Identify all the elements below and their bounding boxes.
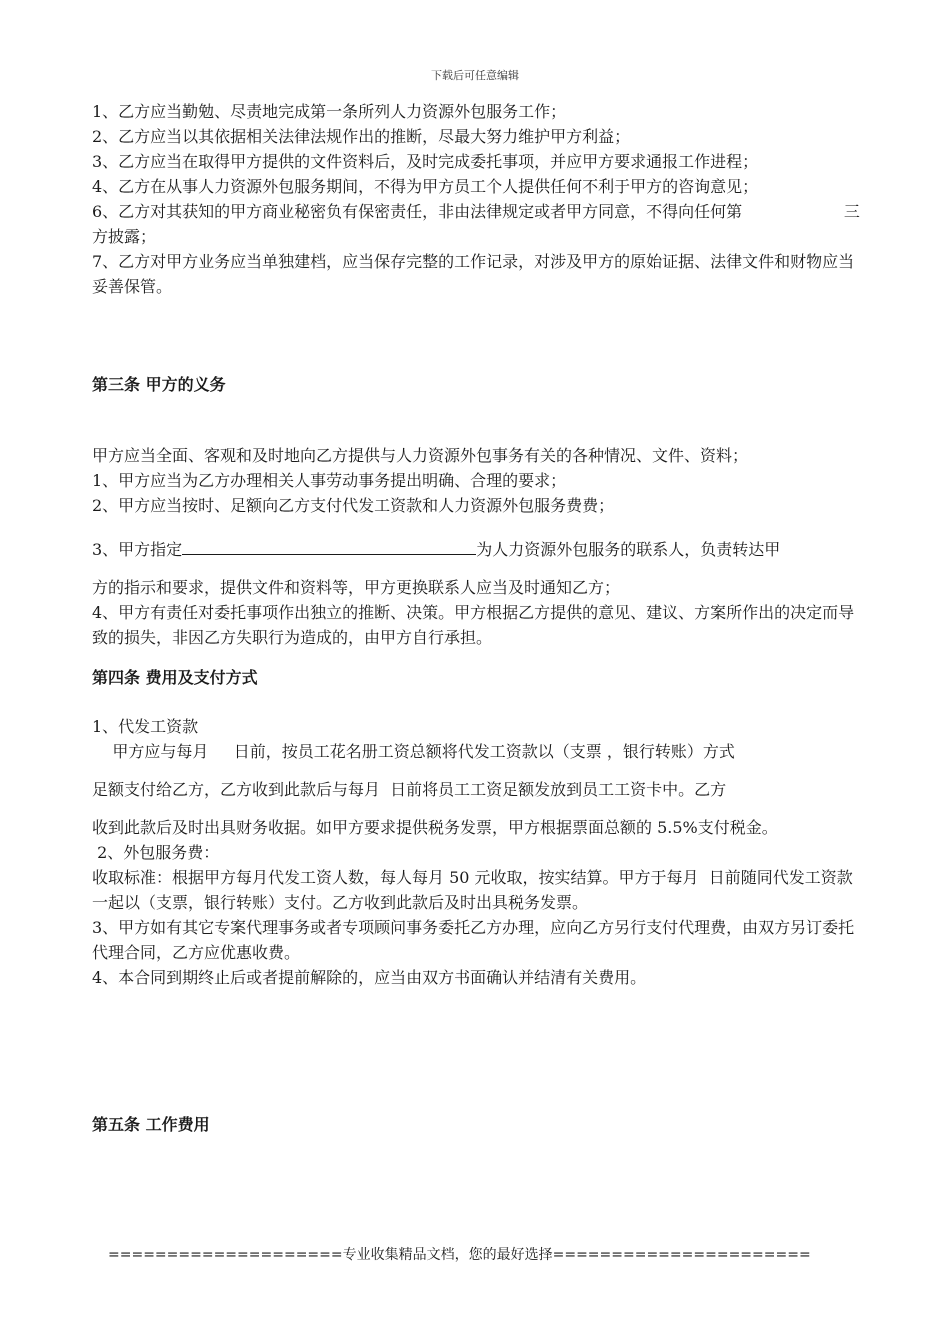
list-item: 3、甲方如有其它专案代理事务或者专项顾问事务委托乙方办理，应向乙方另行支付代理费，由双方另订委托代理合同，乙方应优惠收费。 (92, 918, 855, 962)
subheading: 1、代发工资款 (92, 717, 199, 736)
section3-title: 第三条 甲方的义务 (92, 375, 226, 394)
list-item: 7、乙方对甲方业务应当单独建档，应当保存完整的工作记录，对涉及甲方的原始证据、法律文件和财物应当妥善保管。 (92, 252, 855, 296)
contact-blank-field (182, 536, 476, 555)
contact-suffix: 为人力资源外包服务的联系人，负责转达甲 (476, 540, 781, 559)
section2-items (92, 99, 868, 299)
list-item: 4、甲方有责任对委托事项作出独立的推断、决策。甲方根据乙方提供的意见、建议、方案所作出的决定而导致的损失，非因乙方失职行为造成的，由甲方自行承担。 (92, 603, 855, 647)
page-footer: ====================专业收集精品文档，您的最好选择====================== (108, 1247, 811, 1263)
list-item: 4、乙方在从事人力资源外包服务期间，不得为甲方员工个人提供任何不利于甲方的咨询意见； (92, 177, 759, 196)
list-item: 2、甲方应当按时、足额向乙方支付代发工资款和人力资源外包服务费费； (92, 496, 615, 515)
paragraph: 收取标准：根据甲方每月代发工资人数，每人每月 50 元收取，按实结算。甲方于每月 日前随同代发工资款一起以（支票，银行转账）支付。乙方收到此款后及时出具税务发票。 (92, 868, 853, 912)
list-item: 方的指示和要求，提供文件和资料等，甲方更换联系人应当及时通知乙方； (92, 578, 621, 597)
section4-title: 第四条 费用及支付方式 (92, 668, 258, 687)
list-item: 6、乙方对其获知的甲方商业秘密负有保密责任，非由法律规定或者甲方同意，不得向任何第 三方披露； (92, 202, 860, 246)
paragraph-line: 收到此款后及时出具财务收据。如甲方要求提供税务发票，甲方根据票面总额的 5.5%支付税金。 (92, 818, 778, 837)
list-item: 4、本合同到期终止后或者提前解除的，应当由双方书面确认并结清有关费用。 (92, 968, 647, 987)
list-item-contact (92, 536, 868, 562)
list-item: 3、乙方应当在取得甲方提供的文件资料后，及时完成委托事项，并应甲方要求通报工作进程； (92, 152, 759, 171)
section3-intro: 甲方应当全面、客观和及时地向乙方提供与人力资源外包事务有关的各种情况、文件、资料； (92, 446, 749, 465)
page-header: 下载后可任意编辑 (431, 69, 519, 82)
section4-body (92, 714, 868, 990)
section3-body (92, 443, 868, 650)
section5-title: 第五条 工作费用 (92, 1115, 210, 1134)
list-item: 1、甲方应当为乙方办理相关人事劳动事务提出明确、合理的要求； (92, 471, 567, 490)
list-item: 2、乙方应当以其依据相关法律法规作出的推断，尽最大努力维护甲方利益； (92, 127, 631, 146)
list-item: 1、乙方应当勤勉、尽责地完成第一条所列人力资源外包服务工作； (92, 102, 567, 121)
paragraph-line: 甲方应与每月 日前，按员工花名册工资总额将代发工资款以（支票 ，银行转账）方式 (92, 742, 735, 761)
paragraph-line: 足额支付给乙方，乙方收到此款后与每月 日前将员工工资足额发放到员工工资卡中。乙方 (92, 780, 727, 799)
subheading: 2、外包服务费： (92, 843, 220, 862)
contact-prefix: 3、甲方指定 (92, 540, 183, 559)
